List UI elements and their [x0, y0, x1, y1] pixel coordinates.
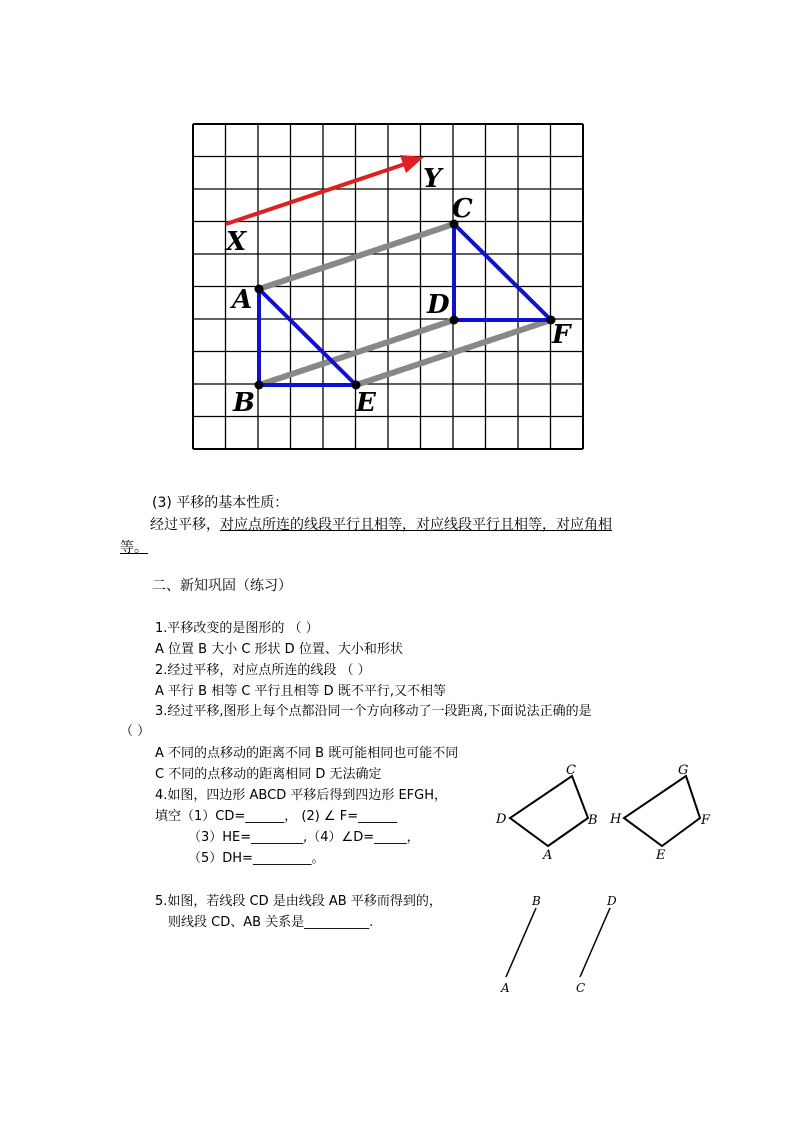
- section3-lead: 经过平移，: [150, 517, 220, 533]
- q2-stem: 2.经过平移，对应点所连的线段 （ ）: [155, 663, 371, 678]
- triangle-cdf: [454, 224, 551, 320]
- quad-label-f: F: [701, 813, 711, 828]
- q2-options: A 平行 B 相等 C 平行且相等 D 既不平行,又不相等: [155, 684, 446, 699]
- connector-a-c: [259, 224, 454, 289]
- q3-stem-line1: 3.经过平移,图形上每个点都沿同一个方向移动了一段距离,下面说法正确的是: [155, 704, 592, 719]
- quadrilateral-abcd: [510, 776, 588, 846]
- q5-stem-line2: 则线段 CD、AB 关系是__________.: [168, 915, 374, 930]
- q4-fill-line2: （3）HE=________,（4）∠D=_____，: [188, 830, 420, 845]
- section2-heading: 二、新知巩固（练习）: [152, 578, 292, 594]
- segment-cd: [580, 908, 610, 977]
- segment-ab: [506, 908, 536, 977]
- segments-figure: [490, 890, 630, 1000]
- translation-grid-figure: [190, 121, 586, 453]
- q3-options-line2: C 不同的点移动的距离相同 D 无法确定: [155, 767, 382, 782]
- quad-label-h: H: [610, 812, 622, 827]
- label-c: C: [452, 194, 473, 224]
- label-e: E: [356, 388, 376, 418]
- quad-label-a: A: [543, 848, 553, 863]
- section3-underlined-1: 对应点所连的线段平行且相等，对应线段平行且相等，对应角相: [220, 517, 612, 533]
- section3-body-line1: [150, 514, 612, 534]
- label-y: Y: [423, 164, 442, 194]
- label-b: B: [233, 388, 255, 418]
- point-b: [255, 381, 264, 390]
- quadrilateral-efgh: [624, 776, 700, 846]
- quad-label-c: C: [566, 763, 576, 778]
- quad-label-b: B: [588, 813, 598, 828]
- section3-heading: (3) 平移的基本性质：: [152, 495, 289, 511]
- section3-underlined-2: 等。: [120, 540, 148, 556]
- connector-b-d: [259, 320, 454, 385]
- seg-label-d: D: [607, 894, 617, 908]
- label-a: A: [232, 285, 253, 315]
- quad-label-d: D: [496, 812, 507, 827]
- label-d: D: [427, 290, 450, 320]
- q1-options: A 位置 B 大小 C 形状 D 位置、大小和形状: [155, 642, 403, 657]
- translation-vector-line: [226, 163, 408, 224]
- q5-stem-line1: 5.如图，若线段 CD 是由线段 AB 平移而得到的，: [155, 894, 442, 909]
- q4-fill-line1: 填空（1）CD=______， (2) ∠ F=______: [155, 809, 398, 824]
- seg-label-b: B: [532, 894, 541, 908]
- seg-label-c: C: [576, 981, 586, 995]
- seg-label-a: A: [501, 981, 510, 995]
- label-x: X: [226, 227, 247, 257]
- q1-stem: 1.平移改变的是图形的 （ ）: [155, 621, 319, 636]
- label-f: F: [552, 320, 571, 350]
- quad-label-g: G: [678, 763, 689, 778]
- point-d: [450, 316, 459, 325]
- quadrilaterals-figure: [490, 758, 720, 868]
- q4-stem: 4.如图，四边形 ABCD 平移后得到四边形 EFGH，: [155, 788, 448, 803]
- q3-stem-line2: （ ）: [120, 724, 151, 739]
- q4-fill-line3: （5）DH=_________。: [188, 851, 325, 866]
- quad-label-e: E: [656, 848, 666, 863]
- q3-options-line1: A 不同的点移动的距离不同 B 既可能相同也可能不同: [155, 746, 459, 761]
- point-a: [255, 285, 264, 294]
